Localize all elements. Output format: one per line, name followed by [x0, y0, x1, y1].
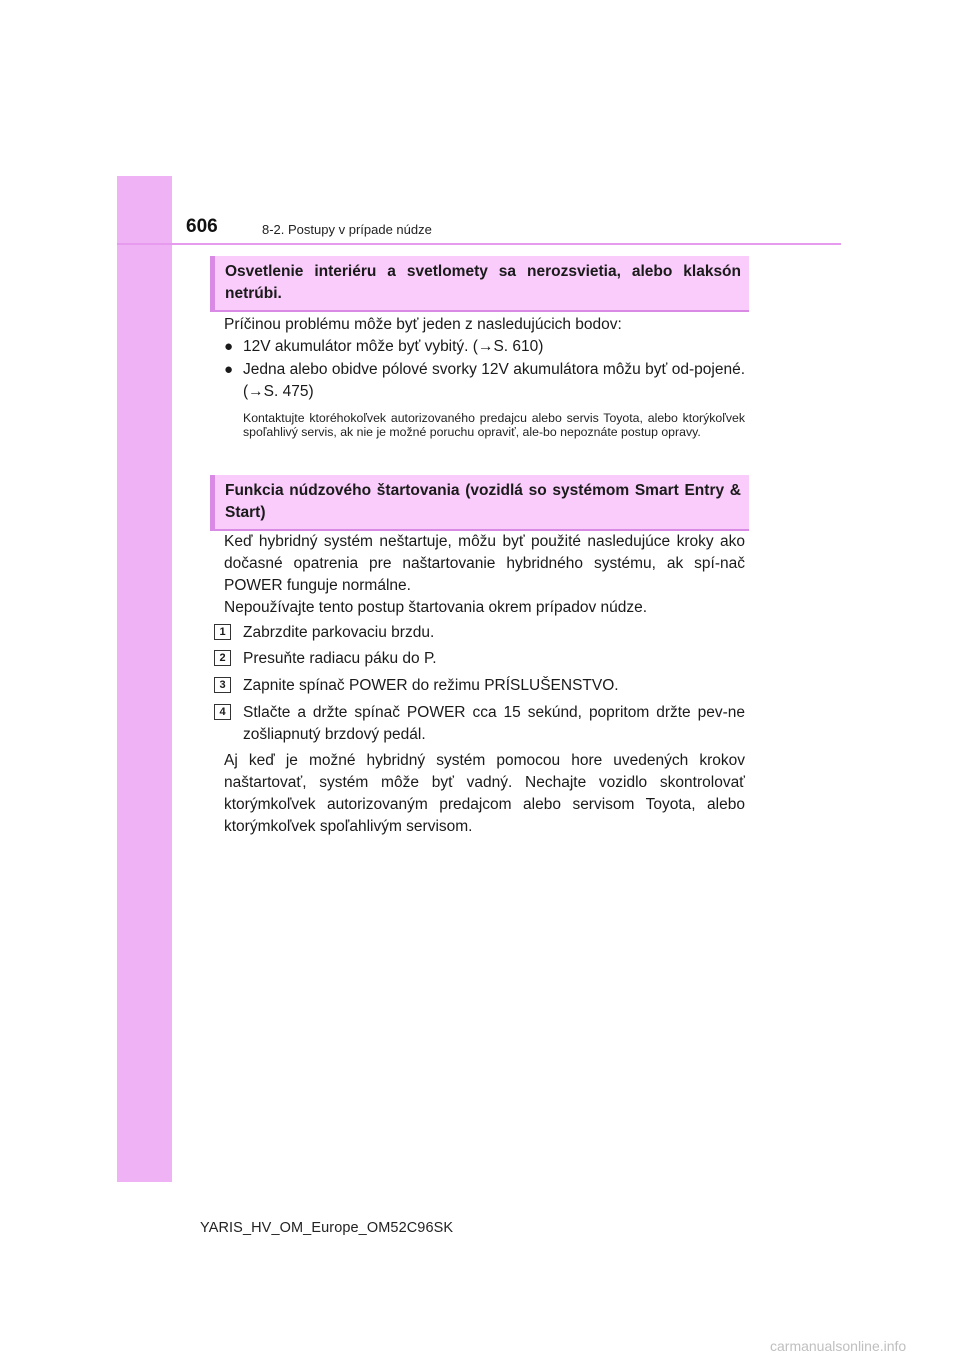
bullet-icon: ● [224, 361, 234, 378]
side-tab [117, 176, 172, 1182]
step-text: Zapnite spínač POWER do režimu PRÍSLUŠENSTVO. [243, 677, 619, 694]
bullet-item [224, 359, 745, 403]
step-number-badge: 1 [214, 624, 231, 640]
section-title: 8-2. Postupy v prípade núdze [262, 222, 432, 237]
step-2 [214, 648, 745, 670]
bullet-text: Jedna alebo obidve pólové svorky 12V akumulátora môžu byť od-pojené. (→S. 475) [243, 361, 745, 400]
section2-warning: Nepoužívajte tento postup štartovania okrem prípadov núdze. [224, 599, 648, 616]
step-number-badge: 2 [214, 650, 231, 666]
bullet-item [224, 336, 745, 358]
bullet-icon: ● [224, 338, 234, 355]
heading-lights-horn: Osvetlenie interiéru a svetlomety sa nerozsvietia, alebo klaksón netrúbi. [210, 256, 749, 312]
bullet-text: 12V akumulátor môže byť vybitý. (→S. 610) [243, 338, 544, 355]
document-code: YARIS_HV_OM_Europe_OM52C96SK [200, 1220, 454, 1236]
watermark: carmanualsonline.info [770, 1338, 907, 1354]
section2-closing: Aj keď je možné hybridný systém pomocou hore uvedených krokov naštartovať, systém môže byť vadný. Nechajte vozidlo skontrolovať ktorýmkoľvek autorizovaným predajcom alebo servisom Toyota, alebo ktorýmkoľvek spoľahlivým servisom. [224, 752, 745, 835]
header-rule [117, 243, 841, 245]
step-text: Stlačte a držte spínač POWER cca 15 sekúnd, popritom držte pev-ne zošliapnutý brzdový pedál. [243, 704, 745, 743]
service-note: Kontaktujte ktoréhokoľvek autorizovaného predajcu alebo servis Toyota, alebo ktorýkoľvek spoľahlivý servis, ak nie je možné poruchu opraviť, ale-bo nepoznáte postup opravy. [243, 411, 745, 439]
step-1 [214, 622, 745, 644]
step-4 [214, 702, 745, 746]
heading-emergency-start: Funkcia núdzového štartovania (vozidlá so systémom Smart Entry & Start) [210, 475, 749, 531]
step-number-badge: 4 [214, 704, 231, 720]
step-number-badge: 3 [214, 677, 231, 693]
step-text: Zabrzdite parkovaciu brzdu. [243, 624, 435, 641]
page-number: 606 [186, 216, 218, 237]
section1-intro: Príčinou problému môže byť jeden z nasledujúcich bodov: [224, 316, 622, 333]
step-text: Presuňte radiacu páku do P. [243, 650, 437, 667]
step-3 [214, 675, 745, 697]
section2-intro: Keď hybridný systém neštartuje, môžu byť použité nasledujúce kroky ako dočasné opatrenia pre naštartovanie hybridného systému, ak spí-nač POWER funguje normálne. [224, 533, 745, 594]
